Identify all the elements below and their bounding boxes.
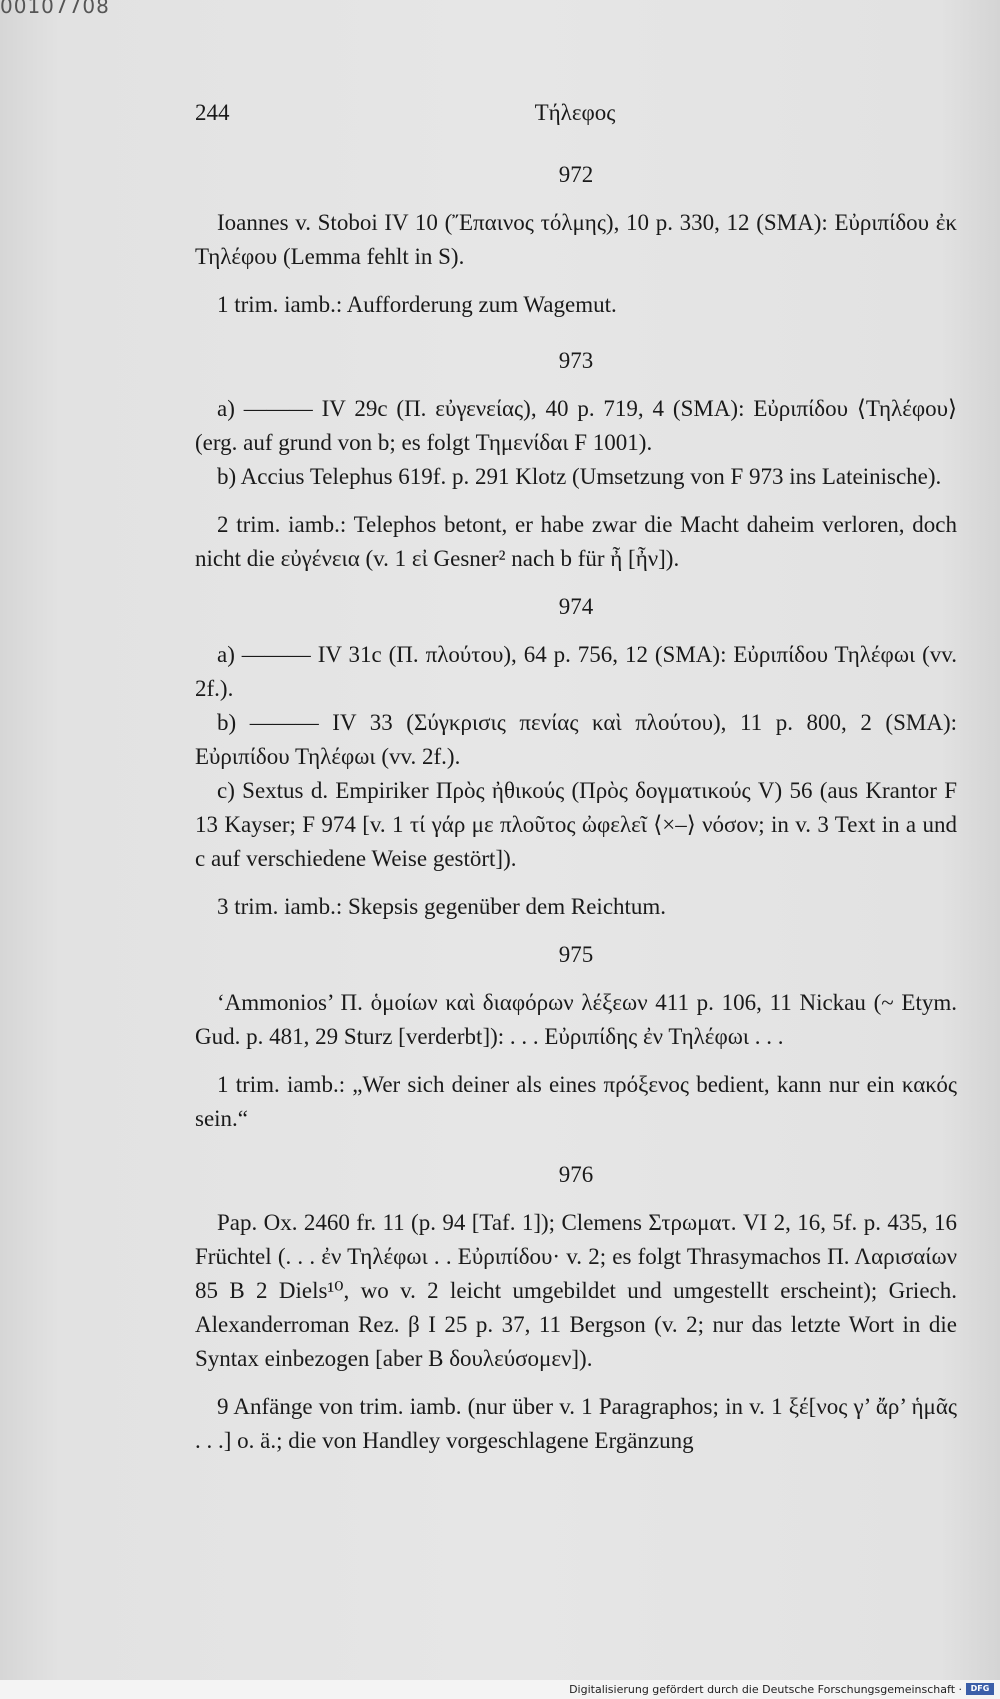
footer-credit: Digitalisierung gefördert durch die Deutsche Forschungsgemeinschaft ·	[569, 1683, 962, 1696]
page-body	[195, 158, 957, 1458]
paragraph: 2 trim. iamb.: Telephos betont, er habe zwar die Macht daheim verloren, doch nicht die εὐγένεια (v. 1 εἰ Gesner² nach b für ἦ [ἦν]).	[195, 512, 957, 571]
paragraph: 9 Anfänge von trim. iamb. (nur über v. 1 Paragraphos; in v. 1 ξέ[νος γ’ ἄρ’ ἡμᾶς . . .] o. ä.; die von Handley vorgeschlagene Ergänzung	[195, 1394, 957, 1453]
paragraph: 1 trim. iamb.: Aufforderung zum Wagemut.	[217, 292, 617, 317]
paragraph: b) ——— IV 33 (Σύγκρισις πενίας καὶ πλούτου), 11 p. 800, 2 (SMA): Εὐριπίδου Τηλέφωι (vv. 2f.).	[195, 710, 957, 769]
dfg-logo: DFG	[966, 1683, 994, 1695]
paragraph: c) Sextus d. Empiriker Πρὸς ἠθικούς (Πρὸς δογματικούς V) 56 (aus Krantor F 13 Kayser; F 974 [v. 1 τί γάρ με πλοῦτος ὠφελεῖ ⟨×–⟩ νόσον; in v. 3 Text in a und c auf verschiedene Weise gestört]).	[195, 778, 957, 871]
paragraph: Pap. Ox. 2460 fr. 11 (p. 94 [Taf. 1]); Clemens Στρωματ. VI 2, 16, 5f. p. 435, 16 Früchtel (. . . ἐν Τηλέφωι . . Εὐριπίδου· v. 2; es folgt Thrasymachos Π. Λαρισαίων 85 B 2 Diels¹⁰, wo v. 2 leicht umgebildet und umgestellt erscheint); Griech. Alexanderroman Rez. β I 25 p. 37, 11 Bergson (v. 2; nur das letzte Wort in die Syntax einbezogen [aber B δουλεύσομεν]).	[195, 1210, 957, 1371]
fragment-number: 973	[558, 348, 594, 373]
fragment-number: 975	[558, 942, 594, 967]
fragment-number: 974	[558, 594, 594, 619]
page-header	[195, 100, 955, 136]
fragment-number: 972	[558, 162, 594, 187]
scan-id-label: 00107708	[0, 0, 110, 18]
paragraph: 1 trim. iamb.: „Wer sich deiner als eines πρόξενος bedient, kann nur ein κακός sein.“	[195, 1072, 957, 1131]
running-head: Τήλεφος	[534, 100, 616, 125]
paragraph: a) ——— IV 31c (Π. πλούτου), 64 p. 756, 12 (SMA): Εὐριπίδου Τηλέφωι (vv. 2f.).	[195, 642, 957, 701]
fragment-number: 976	[558, 1162, 594, 1187]
paragraph: Ioannes v. Stoboi IV 10 (Ἔπαινος τόλμης), 10 p. 330, 12 (SMA): Εὐριπίδου ἐκ Τηλέφου (Lemma fehlt in S).	[195, 210, 957, 269]
paragraph: a) ——— IV 29c (Π. εὐγενείας), 40 p. 719, 4 (SMA): Εὐριπίδου ⟨Τηλέφου⟩ (erg. auf grund von b; es folgt Τημενίδαι F 1001).	[195, 396, 957, 455]
paragraph: ‘Ammonios’ Π. ὁμοίων καὶ διαφόρων λέξεων 411 p. 106, 11 Nickau (~ Etym. Gud. p. 481, 29 Sturz [verderbt]): . . . Εὐριπίδης ἐν Τηλέφωι . . .	[195, 990, 957, 1049]
digitization-footer	[0, 1680, 1000, 1699]
paragraph: 3 trim. iamb.: Skepsis gegenüber dem Reichtum.	[217, 894, 667, 919]
paragraph: b) Accius Telephus 619f. p. 291 Klotz (Umsetzung von F 973 ins Lateinische).	[217, 464, 942, 489]
page-number: 244	[195, 100, 230, 125]
